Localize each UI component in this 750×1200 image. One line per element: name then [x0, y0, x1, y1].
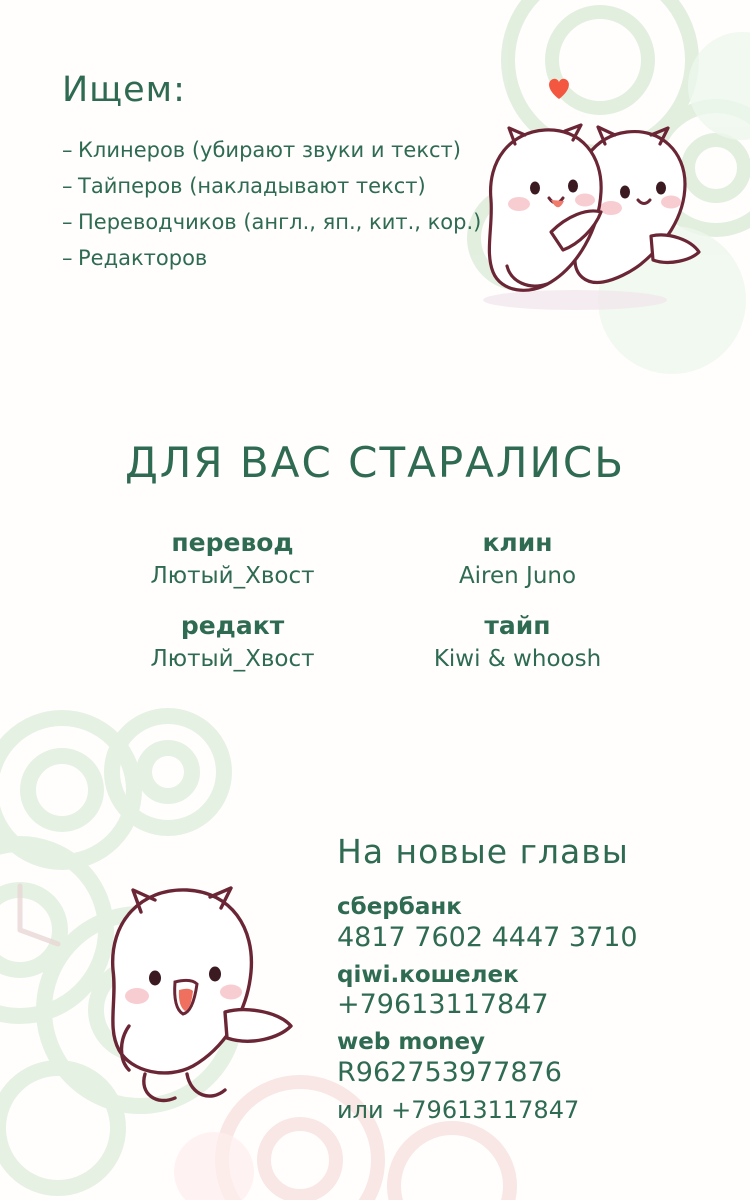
donate-details [337, 893, 727, 1131]
credit-role: тайп [484, 611, 551, 640]
credit-entry [375, 528, 660, 589]
credit-entry [90, 611, 375, 672]
donate-value: 4817 7602 4447 3710 [337, 921, 638, 953]
donate-value-extra: или +79613117847 [337, 1096, 580, 1125]
dash-bullet: – [62, 246, 73, 271]
credits-title: ДЛЯ ВАС СТАРАЛИСЬ [124, 438, 626, 487]
credits-grid [90, 528, 660, 672]
credit-name: Лютый_Хвост [150, 646, 315, 672]
donate-entry [337, 961, 727, 1023]
credit-name: Airen Juno [458, 563, 577, 589]
credit-role: редакт [180, 611, 285, 640]
wanted-item-label: Редакторов [78, 246, 208, 271]
wanted-section [62, 70, 492, 276]
donate-value: +79613117847 [337, 989, 549, 1021]
credit-entry [375, 611, 660, 672]
wanted-item-label: Тайперов (накладывают текст) [78, 174, 426, 199]
wanted-item [62, 204, 492, 240]
credit-name: Лютый_Хвост [150, 563, 315, 589]
wanted-title: Ищем: [62, 70, 186, 110]
dash-bullet: – [62, 174, 73, 199]
donate-label: сбербанк [337, 894, 462, 920]
donate-entry [337, 893, 727, 955]
donate-value: R962753977876 [337, 1057, 562, 1089]
wanted-item [62, 240, 492, 276]
donate-entry [337, 1028, 727, 1125]
wanted-item [62, 168, 492, 204]
donate-title: На новые главы [337, 832, 629, 871]
dash-bullet: – [62, 210, 73, 235]
donate-label: qiwi.кошелек [337, 961, 519, 988]
credit-role: клин [482, 528, 553, 557]
donate-label: web money [337, 1029, 486, 1056]
wanted-list [62, 132, 492, 276]
wanted-item [62, 132, 492, 168]
wanted-item-label: Клинеров (убирают звуки и текст) [78, 138, 461, 162]
wanted-item-label: Переводчиков (англ., яп., кит., кор.) [78, 210, 482, 235]
two-cats-hugging-icon [455, 60, 705, 320]
cat-waving-icon [75, 860, 305, 1120]
credit-name: Kiwi & whoosh [433, 646, 602, 672]
credit-role: перевод [171, 528, 294, 557]
credit-entry [90, 528, 375, 589]
dash-bullet: – [62, 138, 73, 162]
